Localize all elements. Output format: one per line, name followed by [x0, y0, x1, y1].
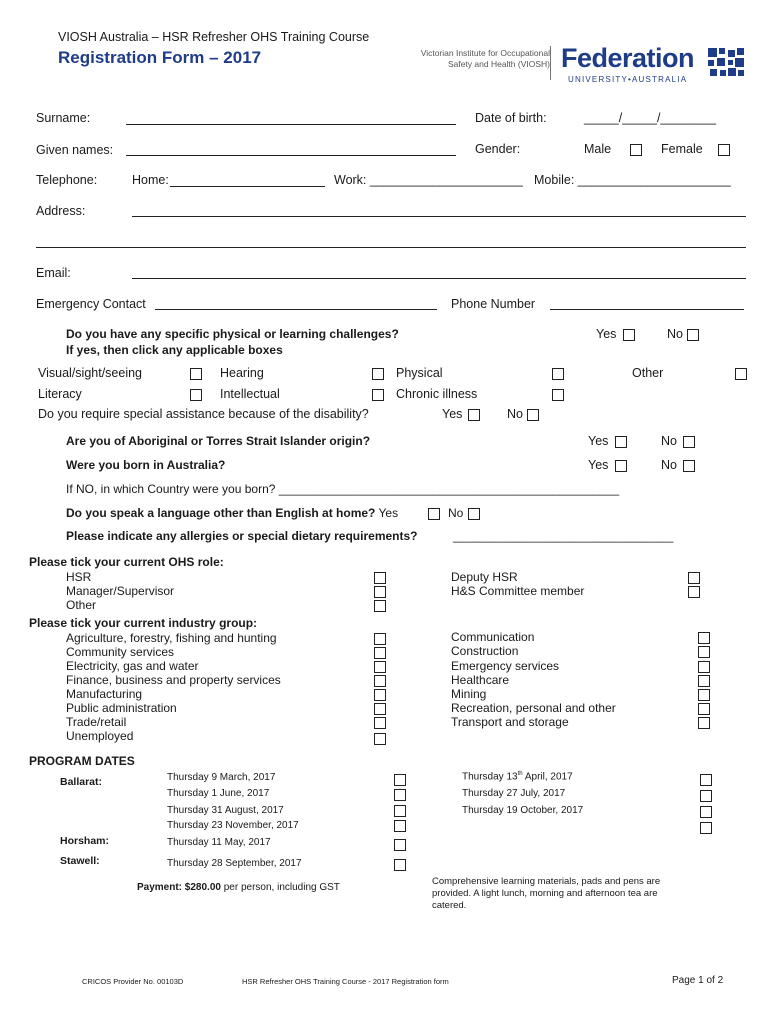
- other-challenge-checkbox[interactable]: [735, 368, 747, 380]
- date-item: Thursday 9 March, 2017: [167, 772, 276, 783]
- page-number: Page 1 of 2: [672, 975, 724, 986]
- challenges-no-label: No: [667, 327, 683, 341]
- course-title: VIOSH Australia – HSR Refresher OHS Training Course: [58, 30, 370, 44]
- male-label: Male: [584, 142, 612, 156]
- industry-item: Construction: [451, 644, 519, 658]
- challenges-yes-label: Yes: [596, 327, 617, 341]
- intellectual-label: Intellectual: [220, 387, 280, 401]
- federation-logo-mark-icon: [708, 48, 744, 78]
- industry-checkbox[interactable]: [374, 703, 386, 715]
- literacy-label: Literacy: [38, 387, 82, 401]
- industry-item: Public administration: [66, 701, 177, 715]
- industry-checkbox[interactable]: [698, 689, 710, 701]
- industry-checkbox[interactable]: [374, 733, 386, 745]
- date-item: Thursday 19 October, 2017: [462, 805, 584, 816]
- dob-label: Date of birth:: [475, 111, 547, 125]
- date-item: Thursday 27 July, 2017: [462, 788, 566, 799]
- horsham-label: Horsham:: [60, 835, 110, 847]
- industry-checkbox[interactable]: [698, 717, 710, 729]
- challenges-no-checkbox[interactable]: [687, 329, 699, 341]
- industry-item: Manufacturing: [66, 687, 143, 701]
- date-checkbox[interactable]: [700, 774, 712, 786]
- visual-checkbox[interactable]: [190, 368, 202, 380]
- industry-item: Recreation, personal and other: [451, 701, 616, 715]
- challenges-yes-checkbox[interactable]: [623, 329, 635, 341]
- federation-logo-text: Federation: [561, 43, 695, 73]
- born-no-label: No: [661, 458, 677, 472]
- ohs-role-other-checkbox[interactable]: [374, 600, 386, 612]
- industry-checkbox[interactable]: [374, 633, 386, 645]
- ohs-role-deputy-checkbox[interactable]: [688, 572, 700, 584]
- form-title: Registration Form – 2017: [58, 48, 262, 67]
- date-checkbox[interactable]: [394, 789, 406, 801]
- emergency-contact-label: Emergency Contact: [36, 297, 146, 311]
- surname-field[interactable]: [126, 124, 456, 125]
- home-label: Home:: [132, 173, 169, 187]
- aboriginal-no-checkbox[interactable]: [683, 436, 695, 448]
- ballarat-label: Ballarat:: [60, 776, 103, 788]
- allergies-field[interactable]: _________________________________: [453, 529, 674, 543]
- language-no-label: No: [448, 506, 464, 520]
- industry-item: Unemployed: [66, 729, 134, 743]
- assistance-question: Do you require special assistance because of the disability?: [38, 407, 369, 421]
- address-label: Address:: [36, 204, 86, 218]
- header-logos: [390, 36, 750, 106]
- home-phone-field[interactable]: [170, 186, 325, 187]
- ohs-role-manager: Manager/Supervisor: [66, 584, 175, 598]
- industry-item: Healthcare: [451, 673, 510, 687]
- born-no-checkbox[interactable]: [683, 460, 695, 472]
- ohs-role-heading: Please tick your current OHS role:: [29, 555, 224, 569]
- given-names-label: Given names:: [36, 143, 114, 157]
- industry-checkbox[interactable]: [698, 703, 710, 715]
- literacy-checkbox[interactable]: [190, 389, 202, 401]
- address-field-line1[interactable]: [132, 216, 746, 217]
- aboriginal-yes-label: Yes: [588, 434, 609, 448]
- ohs-role-deputy: Deputy HSR: [451, 570, 518, 584]
- born-yes-checkbox[interactable]: [615, 460, 627, 472]
- email-label: Email:: [36, 266, 71, 280]
- industry-checkbox[interactable]: [374, 717, 386, 729]
- ohs-role-hsr: HSR: [66, 570, 92, 584]
- ohs-role-manager-checkbox[interactable]: [374, 586, 386, 598]
- phone-number-label: Phone Number: [451, 297, 536, 311]
- assistance-yes-label: Yes: [442, 407, 463, 421]
- date-checkbox[interactable]: [700, 806, 712, 818]
- assistance-no-label: No: [507, 407, 523, 421]
- date-item: Thursday 28 September, 2017: [167, 858, 302, 869]
- industry-checkbox[interactable]: [374, 661, 386, 673]
- chronic-illness-checkbox[interactable]: [552, 389, 564, 401]
- date-item: Thursday 1 June, 2017: [167, 788, 270, 799]
- female-checkbox[interactable]: [718, 144, 730, 156]
- industry-checkbox[interactable]: [698, 661, 710, 673]
- challenges-sub: If yes, then click any applicable boxes: [66, 343, 283, 357]
- assistance-no-checkbox[interactable]: [527, 409, 539, 421]
- industry-item: Electricity, gas and water: [66, 659, 199, 673]
- born-yes-label: Yes: [588, 458, 609, 472]
- challenges-question: Do you have any specific physical or learning challenges?: [66, 327, 399, 341]
- given-names-field[interactable]: [126, 155, 456, 156]
- country-born-field[interactable]: If NO, in which Country were you born? ___________________________________________________: [66, 482, 620, 496]
- physical-checkbox[interactable]: [552, 368, 564, 380]
- industry-checkbox[interactable]: [698, 675, 710, 687]
- industry-checkbox[interactable]: [374, 675, 386, 687]
- ohs-role-committee-checkbox[interactable]: [688, 586, 700, 598]
- allergies-question: Please indicate any allergies or special dietary requirements?: [66, 529, 418, 543]
- date-checkbox[interactable]: [394, 820, 406, 832]
- industry-checkbox[interactable]: [374, 647, 386, 659]
- assistance-yes-checkbox[interactable]: [468, 409, 480, 421]
- materials-text: Comprehensive learning materials, pads and pens are provided. A light lunch, morning and afternoon tea are catered.: [432, 876, 661, 911]
- industry-checkbox[interactable]: [698, 646, 710, 658]
- date-checkbox[interactable]: [394, 839, 406, 851]
- phone-number-field[interactable]: [550, 309, 744, 310]
- payment-text: Payment: $280.00 per person, including GST: [137, 882, 340, 893]
- date-checkbox[interactable]: [394, 859, 406, 871]
- language-yes-checkbox[interactable]: [428, 508, 440, 520]
- federation-logo-subtext: UNIVERSITY•AUSTRALIA: [568, 75, 688, 84]
- industry-item: Communication: [451, 630, 535, 644]
- aboriginal-question: Are you of Aboriginal or Torres Strait Islander origin?: [66, 434, 371, 448]
- cricos-number: CRICOS Provider No. 00103D: [82, 977, 184, 986]
- logo-divider: [550, 46, 551, 80]
- gender-label: Gender:: [475, 142, 521, 156]
- date-item: Thursday 13th April, 2017: [462, 771, 573, 783]
- born-australia-question: Were you born in Australia?: [66, 458, 226, 472]
- intellectual-checkbox[interactable]: [372, 389, 384, 401]
- industry-checkbox[interactable]: [698, 632, 710, 644]
- female-label: Female: [661, 142, 703, 156]
- visual-label: Visual/sight/seeing: [38, 366, 143, 380]
- date-checkbox[interactable]: [394, 774, 406, 786]
- work-phone-field[interactable]: Work: ______________________: [334, 173, 523, 187]
- industry-checkbox[interactable]: [374, 689, 386, 701]
- date-checkbox[interactable]: [394, 805, 406, 817]
- date-checkbox[interactable]: [700, 822, 712, 834]
- date-item: Thursday 23 November, 2017: [167, 820, 299, 831]
- hearing-label: Hearing: [220, 366, 264, 380]
- language-no-checkbox[interactable]: [468, 508, 480, 520]
- industry-item: Transport and storage: [451, 715, 569, 729]
- emergency-contact-field[interactable]: [155, 309, 437, 310]
- date-item: Thursday 31 August, 2017: [167, 805, 284, 816]
- stawell-label: Stawell:: [60, 855, 100, 867]
- aboriginal-yes-checkbox[interactable]: [615, 436, 627, 448]
- telephone-label: Telephone:: [36, 173, 98, 187]
- footer-course: HSR Refresher OHS Training Course - 2017 Registration form: [242, 977, 449, 986]
- industry-item: Mining: [451, 687, 487, 701]
- physical-label: Physical: [396, 366, 443, 380]
- mobile-phone-field[interactable]: Mobile: ______________________: [534, 173, 731, 187]
- ohs-role-other: Other: [66, 598, 97, 612]
- date-checkbox[interactable]: [700, 790, 712, 802]
- industry-item: Agriculture, forestry, fishing and hunting: [66, 631, 277, 645]
- surname-label: Surname:: [36, 111, 91, 125]
- ohs-role-committee: H&S Committee member: [451, 584, 585, 598]
- language-yes-label: Yes: [378, 506, 399, 520]
- aboriginal-no-label: No: [661, 434, 677, 448]
- language-question-row: [66, 506, 398, 520]
- other-challenge-label: Other: [632, 366, 664, 380]
- industry-item: Trade/retail: [66, 715, 127, 729]
- chronic-illness-label: Chronic illness: [396, 387, 478, 401]
- address-field-line2[interactable]: [36, 247, 746, 248]
- ohs-role-hsr-checkbox[interactable]: [374, 572, 386, 584]
- industry-item: Community services: [66, 645, 175, 659]
- industry-item: Emergency services: [451, 659, 560, 673]
- industry-heading: Please tick your current industry group:: [29, 616, 258, 630]
- program-dates-heading: PROGRAM DATES: [29, 754, 135, 768]
- industry-item: Finance, business and property services: [66, 673, 281, 687]
- male-checkbox[interactable]: [630, 144, 642, 156]
- email-field[interactable]: [132, 278, 746, 279]
- dob-field[interactable]: _____/_____/________: [584, 111, 717, 125]
- viosh-logo-text: Victorian Institute for Occupational Safety and Health (VIOSH): [420, 48, 550, 69]
- hearing-checkbox[interactable]: [372, 368, 384, 380]
- date-item: Thursday 11 May, 2017: [167, 837, 271, 848]
- language-question: Do you speak a language other than English at home?: [66, 506, 376, 520]
